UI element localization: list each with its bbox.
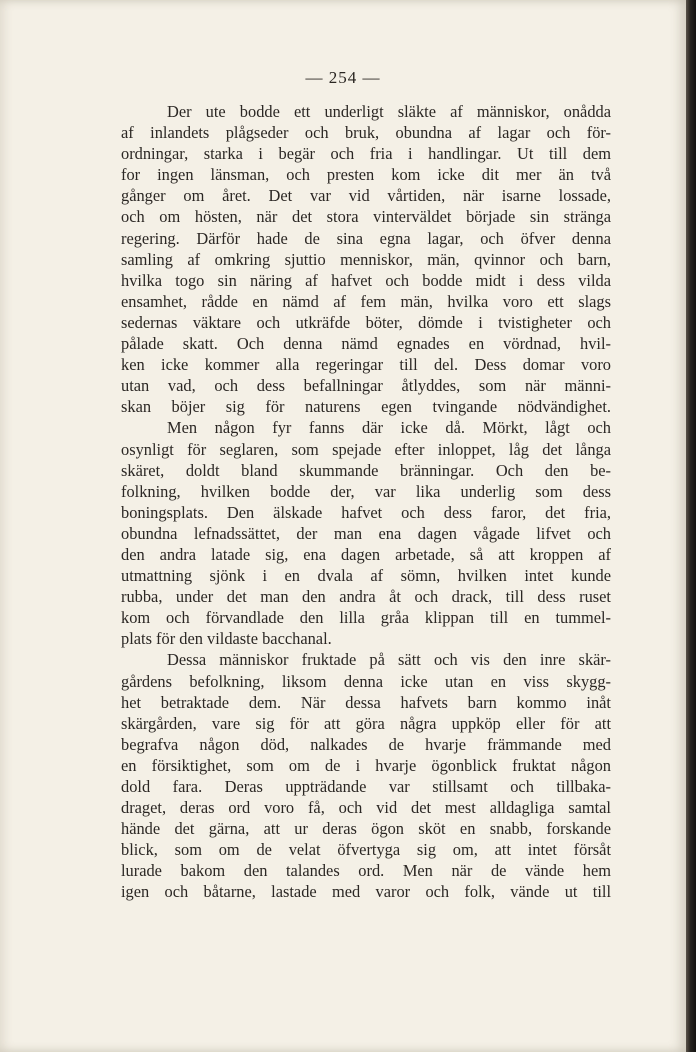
- text-line: het betraktade dem. När dessa hafvets barn kommo inåt: [121, 692, 611, 712]
- page-number: — 254 —: [305, 68, 381, 87]
- text-line: hvilka togo sin näring af hafvet och bodde midt i dess vilda: [121, 270, 611, 290]
- text-line: boningsplats. Den älskade hafvet och dess faror, det fria,: [121, 502, 611, 522]
- text-line: den andra latade sig, ena dagen arbetade, så att kroppen af: [121, 544, 611, 564]
- text-line: begrafva någon död, nalkades de hvarje främmande med: [121, 734, 611, 754]
- text-line: folkning, hvilken bodde der, var lika underlig som dess: [121, 481, 611, 501]
- text-line: skärgården, vare sig för att göra några uppköp eller för att: [121, 713, 611, 733]
- text-line: ken icke kommer alla regeringar till del. Dess domar voro: [121, 355, 611, 375]
- text-line: ensamhet, rådde en nämd af fem män, hvilka voro ett slags: [121, 291, 611, 311]
- text-line: lurade bakom den talandes ord. Men när de vände hem: [121, 861, 611, 881]
- text-line: sedernas väktare och utkräfde böter, dömde i tvistigheter och: [121, 312, 611, 332]
- text-line: af inlandets plågseder och bruk, obundna af lagar och för-: [121, 123, 611, 143]
- text-line: for ingen länsman, och presten kom icke dit mer än två: [121, 165, 611, 185]
- text-line: gårdens befolkning, liksom denna icke utan en viss skygg-: [121, 671, 611, 691]
- text-line: utmattning sjönk i en dvala af sömn, hvilken intet kunde: [121, 566, 611, 586]
- text-line: kom och förvandlade den lilla gråa klippan till en tummel-: [121, 608, 611, 628]
- body-text: [121, 101, 611, 903]
- text-line: osynligt för seglaren, som spejade efter inloppet, låg det långa: [121, 439, 611, 459]
- text-line: Dessa människor fruktade på sätt och vis den inre skär-: [167, 650, 611, 670]
- text-line: utan vad, och dess befallningar åtlyddes, som när männi-: [121, 376, 611, 396]
- text-line: Men någon fyr fanns där icke då. Mörkt, lågt och: [167, 418, 611, 438]
- text-line: dold fara. Deras uppträdande var stillsamt och tillbaka-: [121, 777, 611, 796]
- text-line: hände det gärna, att ur deras ögon sköt en snabb, forskande: [121, 819, 611, 839]
- text-line: regering. Därför hade de sina egna lagar, och öfver denna: [121, 228, 611, 248]
- text-line: draget, deras ord voro få, och vid det mest alldagliga samtal: [121, 798, 611, 818]
- text-line: igen och båtarne, lastade med varor och folk, vände ut till: [121, 882, 611, 902]
- text-line: och om hösten, när det stora vinterväldet började sin stränga: [121, 207, 611, 227]
- text-line: rubba, under det man den andra åt och drack, till dess ruset: [121, 587, 611, 607]
- text-line: en försiktighet, som om de i hvarje ögonblick fruktat någon: [121, 755, 611, 775]
- text-line: obundna lefnadssättet, der man ena dagen vågade lifvet och: [121, 523, 611, 543]
- text-line: skan böjer sig för naturens egen tvingande nödvändighet.: [121, 397, 611, 417]
- text-line: skäret, doldt bland skummande bränningar. Och den be-: [121, 460, 611, 480]
- text-line: samling af omkring sjuttio menniskor, män, qvinnor och barn,: [121, 249, 611, 269]
- text-line: ordningar, starka i begär och fria i handlingar. Ut till dem: [121, 144, 611, 164]
- text-line: plats för den vildaste bacchanal.: [121, 629, 332, 649]
- text-line: blick, som om de velat öfvertyga sig om, att intet försåt: [121, 840, 611, 860]
- text-line: pålade skatt. Och denna nämd egnades en vördnad, hvil-: [121, 334, 611, 354]
- text-line: Der ute bodde ett underligt släkte af människor, onådda: [167, 102, 611, 121]
- text-line: gånger om året. Det var vid vårtiden, när isarne lossade,: [121, 186, 611, 206]
- scan-edge: [686, 0, 696, 1052]
